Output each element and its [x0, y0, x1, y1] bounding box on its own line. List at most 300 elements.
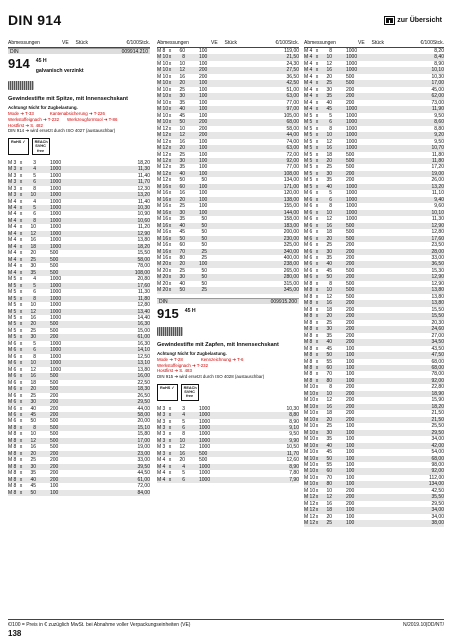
- ve-cell: 1000: [346, 138, 358, 145]
- x-cell: x: [168, 267, 172, 274]
- price-cell: 34,00: [431, 436, 444, 443]
- ve-cell: 100: [346, 520, 355, 527]
- x-cell: x: [315, 112, 319, 119]
- x-cell: x: [315, 364, 319, 371]
- size-cell: M 6: [304, 203, 313, 210]
- price-cell: 8,80: [289, 412, 299, 419]
- size-cell: M 5: [8, 314, 17, 321]
- length-cell: 12: [30, 230, 36, 237]
- size-cell: M 8: [8, 476, 17, 483]
- reach-logo: REACh SVHC free: [181, 384, 199, 401]
- price-cell: 144,00: [283, 209, 299, 216]
- ve-cell: 100: [50, 483, 59, 490]
- set-screw-image: [157, 327, 183, 336]
- x-cell: x: [168, 280, 172, 287]
- price-cell: 44,50: [137, 470, 150, 477]
- size-cell: M 4: [157, 457, 166, 464]
- length-cell: 10: [326, 390, 332, 397]
- length-cell: 18: [326, 507, 332, 514]
- ve-cell: 500: [346, 293, 355, 300]
- price-cell: 11,20: [137, 224, 150, 231]
- ve-cell: 1000: [50, 185, 62, 192]
- ve-cell: 1000: [50, 172, 62, 179]
- table-header: Abmessungen VE Stück €/100Stck.: [8, 40, 150, 46]
- size-cell: M 8: [157, 48, 166, 54]
- x-cell: x: [19, 340, 23, 347]
- ve-cell: 200: [346, 93, 355, 100]
- size-cell: M 8: [304, 319, 313, 326]
- price-cell: 315,00: [283, 280, 299, 287]
- x-cell: x: [168, 412, 172, 419]
- size-cell: M 4: [8, 217, 17, 224]
- table-row: [304, 520, 444, 526]
- length-cell: 70: [326, 474, 332, 481]
- ve-cell: 100: [199, 190, 208, 197]
- price-cell: 200,00: [283, 229, 299, 236]
- size-cell: M 4: [8, 237, 17, 244]
- x-cell: x: [315, 481, 319, 488]
- x-cell: x: [168, 222, 172, 229]
- ve-cell: 200: [346, 86, 355, 93]
- length-cell: 60: [179, 242, 185, 249]
- ve-cell: 100: [346, 364, 355, 371]
- length-cell: 16: [179, 190, 185, 197]
- x-cell: x: [19, 386, 23, 393]
- size-cell: M 10: [304, 410, 316, 417]
- table-row: [157, 477, 299, 483]
- length-cell: 5: [33, 172, 36, 179]
- ve-cell: 50: [201, 216, 207, 223]
- x-cell: x: [19, 217, 23, 224]
- size-cell: M 4: [8, 256, 17, 263]
- price-cell: 13,80: [137, 237, 150, 244]
- length-cell: 10: [326, 54, 332, 61]
- price-cell: 21,50: [431, 410, 444, 417]
- x-cell: x: [19, 450, 23, 457]
- ve-cell: 200: [346, 177, 355, 184]
- ve-cell: 100: [346, 345, 355, 352]
- length-cell: 30: [30, 399, 36, 406]
- price-cell: 183,00: [283, 222, 299, 229]
- size-cell: M 20: [157, 280, 169, 287]
- price-cell: 68,00: [431, 455, 444, 462]
- ve-cell: 1000: [199, 476, 211, 483]
- size-cell: M 10: [304, 442, 316, 449]
- price-cell: 11,70: [286, 450, 299, 457]
- x-cell: x: [168, 248, 172, 255]
- size-cell: M 5: [8, 321, 17, 328]
- price-cell: 10,10: [431, 67, 444, 74]
- size-cell: M 10: [304, 423, 316, 430]
- ve-cell: 100: [199, 170, 208, 177]
- size-cell: M 3: [157, 450, 166, 457]
- size-cell: M 8: [304, 339, 313, 346]
- x-cell: x: [315, 177, 319, 184]
- price-cell: 26,50: [137, 392, 150, 399]
- x-cell: x: [315, 99, 319, 106]
- length-cell: 40: [30, 405, 36, 412]
- size-cell: M 8: [304, 377, 313, 384]
- x-cell: x: [168, 106, 172, 113]
- x-cell: x: [168, 235, 172, 242]
- length-cell: 20: [30, 250, 36, 257]
- price-cell: 11,30: [431, 216, 444, 223]
- size-cell: M 4: [8, 269, 17, 276]
- size-cell: M 4: [304, 86, 313, 93]
- ve-cell: 200: [346, 242, 355, 249]
- ve-cell: 200: [50, 463, 59, 470]
- price-cell: 12,30: [137, 185, 150, 192]
- size-cell: M 5: [8, 302, 17, 309]
- length-cell: 20: [326, 513, 332, 520]
- ve-cell: 500: [346, 80, 355, 87]
- price-cell: 10,90: [137, 211, 150, 218]
- length-cell: 40: [179, 106, 185, 113]
- length-cell: 20: [30, 386, 36, 393]
- length-cell: 8: [182, 431, 185, 438]
- price-cell: 33,00: [431, 255, 444, 261]
- price-cell: 45,00: [431, 86, 444, 93]
- ve-cell: 500: [50, 327, 59, 334]
- length-cell: 5: [329, 190, 332, 197]
- price-cell: 51,00: [286, 86, 299, 93]
- x-cell: x: [315, 48, 319, 54]
- x-cell: x: [19, 198, 23, 205]
- x-cell: x: [168, 274, 172, 281]
- price-cell: 21,50: [431, 416, 444, 423]
- length-cell: 20: [30, 450, 36, 457]
- ve-cell: 500: [346, 73, 355, 80]
- x-cell: x: [168, 190, 172, 197]
- ve-cell: 500: [346, 287, 355, 294]
- price-cell: 18,20: [137, 243, 150, 250]
- price-cell: 18,20: [137, 159, 150, 166]
- x-cell: x: [168, 151, 172, 158]
- length-cell: 25: [326, 423, 332, 430]
- length-cell: 6: [33, 179, 36, 186]
- size-cell: M 10: [157, 80, 169, 87]
- back-to-overview-link[interactable]: [384, 16, 442, 25]
- size-cell: M 20: [157, 261, 169, 268]
- x-cell: x: [168, 418, 172, 425]
- price-cell: 16,00: [137, 373, 150, 380]
- size-cell: M 16: [157, 216, 169, 223]
- length-cell: 5: [33, 282, 36, 289]
- length-cell: 30: [179, 93, 185, 100]
- size-cell: M 12: [304, 500, 316, 507]
- ve-cell: 1000: [346, 54, 358, 61]
- length-cell: 80: [326, 377, 332, 384]
- length-cell: 10: [30, 360, 36, 367]
- x-cell: x: [168, 54, 172, 61]
- price-cell: 15,30: [431, 267, 444, 274]
- ve-cell: 100: [199, 196, 208, 203]
- size-cell: M 6: [8, 392, 17, 399]
- x-cell: x: [19, 243, 23, 250]
- price-cell: 98,00: [431, 462, 444, 468]
- x-cell: x: [19, 302, 23, 309]
- price-cell: 16,30: [137, 340, 150, 347]
- ve-cell: 100: [199, 86, 208, 93]
- length-cell: 20: [179, 457, 185, 464]
- x-cell: x: [315, 125, 319, 132]
- price-cell: 112,00: [429, 474, 444, 481]
- price-cell: 9,50: [289, 431, 299, 438]
- length-cell: 20: [326, 157, 332, 164]
- x-cell: x: [19, 418, 23, 425]
- ve-cell: 1000: [199, 431, 211, 438]
- price-cell: 8,90: [289, 463, 299, 470]
- ve-cell: 500: [50, 263, 59, 270]
- ve-cell: 200: [346, 306, 355, 313]
- length-cell: 20: [326, 313, 332, 320]
- price-cell: 77,00: [286, 99, 299, 106]
- size-cell: M 8: [8, 457, 17, 464]
- ve-cell: 100: [346, 507, 355, 514]
- size-cell: M 3: [8, 159, 17, 166]
- length-cell: 5: [329, 112, 332, 119]
- x-cell: x: [315, 332, 319, 339]
- size-cell: M 16: [157, 209, 169, 216]
- price-cell: 10,30: [286, 405, 299, 412]
- length-cell: 18: [326, 229, 332, 236]
- length-cell: 40: [326, 339, 332, 346]
- ve-cell: 1000: [50, 302, 62, 309]
- size-cell: M 10: [157, 73, 169, 80]
- price-cell: 27,00: [431, 332, 444, 339]
- ve-cell: 200: [199, 67, 208, 74]
- x-cell: x: [168, 476, 172, 483]
- x-cell: x: [19, 172, 23, 179]
- size-cell: M 8: [304, 371, 313, 378]
- x-cell: x: [168, 80, 172, 87]
- x-cell: x: [315, 300, 319, 307]
- size-cell: M 5: [8, 327, 17, 334]
- ve-cell: 1000: [346, 216, 358, 223]
- x-cell: x: [315, 520, 319, 527]
- size-cell: M 10: [304, 429, 316, 436]
- length-cell: 3: [182, 405, 185, 412]
- set-screw-image: [8, 81, 34, 90]
- size-cell: M 8: [304, 300, 313, 307]
- price-cell: 28,00: [431, 248, 444, 255]
- ve-cell: 500: [50, 424, 59, 431]
- size-cell: M 10: [304, 468, 316, 475]
- length-cell: 45: [30, 483, 36, 490]
- length-cell: 5: [33, 205, 36, 212]
- size-cell: M 10: [157, 106, 169, 113]
- ve-cell: 1000: [346, 106, 358, 113]
- ve-cell: 200: [50, 405, 59, 412]
- length-cell: 40: [30, 476, 36, 483]
- length-cell: 30: [179, 157, 185, 164]
- length-cell: 20: [30, 321, 36, 328]
- ve-cell: 200: [346, 326, 355, 333]
- length-cell: 6: [329, 119, 332, 126]
- x-cell: x: [315, 54, 319, 61]
- x-cell: x: [315, 274, 319, 281]
- x-cell: x: [168, 463, 172, 470]
- x-cell: x: [315, 119, 319, 126]
- size-cell: M 4: [8, 198, 17, 205]
- length-cell: 25: [326, 164, 332, 171]
- x-cell: x: [315, 73, 319, 80]
- length-cell: 16: [326, 300, 332, 307]
- price-cell: 13,80: [431, 287, 444, 294]
- x-cell: x: [315, 416, 319, 423]
- size-cell: M 6: [8, 340, 17, 347]
- product-description: Gewindestifte mit Zapfen, mit Innensechskant: [157, 341, 279, 348]
- price-cell: 230,00: [283, 235, 299, 242]
- price-cell: 10,10: [431, 209, 444, 216]
- x-cell: x: [315, 151, 319, 158]
- length-cell: 50: [179, 235, 185, 242]
- price-cell: 8,40: [434, 54, 444, 61]
- length-cell: 25: [326, 80, 332, 87]
- x-cell: x: [315, 242, 319, 249]
- size-cell: M 4: [157, 470, 166, 477]
- size-cell: M 5: [8, 282, 17, 289]
- overview-icon: [384, 16, 395, 25]
- size-cell: M 3: [8, 172, 17, 179]
- price-cell: 12,80: [137, 302, 150, 309]
- length-cell: 20: [179, 80, 185, 87]
- ve-cell: 50: [201, 267, 207, 274]
- price-cell: 325,00: [283, 242, 299, 249]
- rohs-logo: RoHS ✓: [8, 138, 29, 155]
- length-cell: 60: [179, 183, 185, 190]
- ve-cell: 200: [199, 119, 208, 126]
- length-cell: 25: [30, 256, 36, 263]
- ve-cell: 500: [50, 373, 59, 380]
- length-cell: 20: [326, 73, 332, 80]
- price-cell: 22,50: [137, 379, 150, 386]
- ve-cell: 1000: [50, 230, 62, 237]
- ve-cell: 200: [346, 487, 355, 494]
- price-cell: 120,00: [283, 190, 299, 197]
- ve-cell: 200: [346, 255, 355, 261]
- length-cell: 10: [30, 302, 36, 309]
- ve-cell: 1000: [346, 112, 358, 119]
- price-cell: 92,00: [286, 157, 299, 164]
- length-cell: 60: [179, 48, 185, 54]
- x-cell: x: [315, 106, 319, 113]
- link-mode[interactable]: Mode ➜ T-33: [8, 110, 34, 116]
- x-cell: x: [315, 183, 319, 190]
- length-cell: 45: [326, 449, 332, 456]
- ve-cell: 1000: [346, 145, 358, 152]
- ve-cell: 200: [346, 274, 355, 281]
- x-cell: x: [19, 211, 23, 218]
- price-cell: 8,90: [289, 418, 299, 425]
- length-cell: 6: [33, 211, 36, 218]
- table-row: [157, 287, 299, 293]
- size-cell: M 6: [8, 353, 17, 360]
- x-cell: x: [315, 358, 319, 365]
- x-cell: x: [19, 276, 23, 283]
- x-cell: x: [19, 366, 23, 373]
- length-cell: 10: [326, 287, 332, 294]
- ve-cell: 50: [201, 235, 207, 242]
- x-cell: x: [168, 157, 172, 164]
- size-cell: M 6: [304, 261, 313, 268]
- x-cell: x: [315, 60, 319, 67]
- ve-cell: 100: [199, 54, 208, 61]
- x-cell: x: [168, 444, 172, 451]
- price-cell: 29,50: [431, 500, 444, 507]
- x-cell: x: [19, 457, 23, 464]
- product-code-bar: DIN 009914.210: [10, 49, 148, 55]
- table-header: Abmessungen VE Stück €/100Stck.: [304, 40, 444, 46]
- length-cell: 25: [179, 151, 185, 158]
- price-cell: 9,60: [434, 203, 444, 210]
- product-code-bar: DIN 009915.200: [159, 298, 297, 305]
- size-cell: M 4: [8, 224, 17, 231]
- x-cell: x: [19, 353, 23, 360]
- ve-cell: 1000: [50, 295, 62, 302]
- price-cell: 39,50: [137, 463, 150, 470]
- spacer: [187, 287, 199, 293]
- ve-cell: 50: [201, 229, 207, 236]
- size-cell: M 8: [304, 358, 313, 365]
- ve-cell: 200: [50, 457, 59, 464]
- price-cell: 17,60: [137, 282, 150, 289]
- price-cell: 13,80: [431, 300, 444, 307]
- x-cell: x: [19, 185, 23, 192]
- price-cell: 42,00: [431, 442, 444, 449]
- x-cell: x: [19, 379, 23, 386]
- length-cell: 25: [179, 203, 185, 210]
- page-title: DIN 914: [8, 12, 62, 28]
- hardness-class: 45 H: [35, 58, 47, 64]
- price-cell: 11,90: [431, 106, 444, 113]
- rohs-logo: RoHS ✓: [157, 384, 178, 401]
- size-cell: M 8: [8, 424, 17, 431]
- price-cell: 158,00: [283, 216, 299, 223]
- x-cell: x: [168, 425, 172, 432]
- price-cell: 15,50: [137, 250, 150, 257]
- price-cell: 42,50: [286, 80, 299, 87]
- x-cell: x: [315, 377, 319, 384]
- ve-cell: 100: [346, 474, 355, 481]
- length-cell: 60: [326, 364, 332, 371]
- size-cell: M 12: [157, 157, 169, 164]
- ve-cell: 1000: [50, 166, 62, 173]
- x-cell: x: [315, 494, 319, 501]
- length-cell: 8: [33, 353, 36, 360]
- product-number: 914: [8, 56, 30, 71]
- price-cell: 12,90: [431, 274, 444, 281]
- x-cell: x: [168, 196, 172, 203]
- price-cell: 9,50: [434, 112, 444, 119]
- x-cell: x: [315, 209, 319, 216]
- ve-cell: 100: [50, 489, 59, 496]
- size-cell: M 3: [157, 444, 166, 451]
- length-cell: 4: [33, 198, 36, 205]
- x-cell: x: [19, 205, 23, 212]
- size-cell: M 5: [304, 132, 313, 139]
- size-cell: M 6: [304, 209, 313, 216]
- din-replacement-note: DIN 914 ➜ wird ersetzt durch ISO 4027 (austauschbar): [8, 128, 116, 134]
- x-cell: x: [168, 132, 172, 139]
- size-cell: M 3: [8, 179, 17, 186]
- x-cell: x: [315, 93, 319, 100]
- x-cell: x: [168, 209, 172, 216]
- length-cell: 8: [329, 125, 332, 132]
- price-cell: 12,90: [431, 222, 444, 229]
- length-cell: 16: [30, 373, 36, 380]
- size-cell: M 6: [8, 386, 17, 393]
